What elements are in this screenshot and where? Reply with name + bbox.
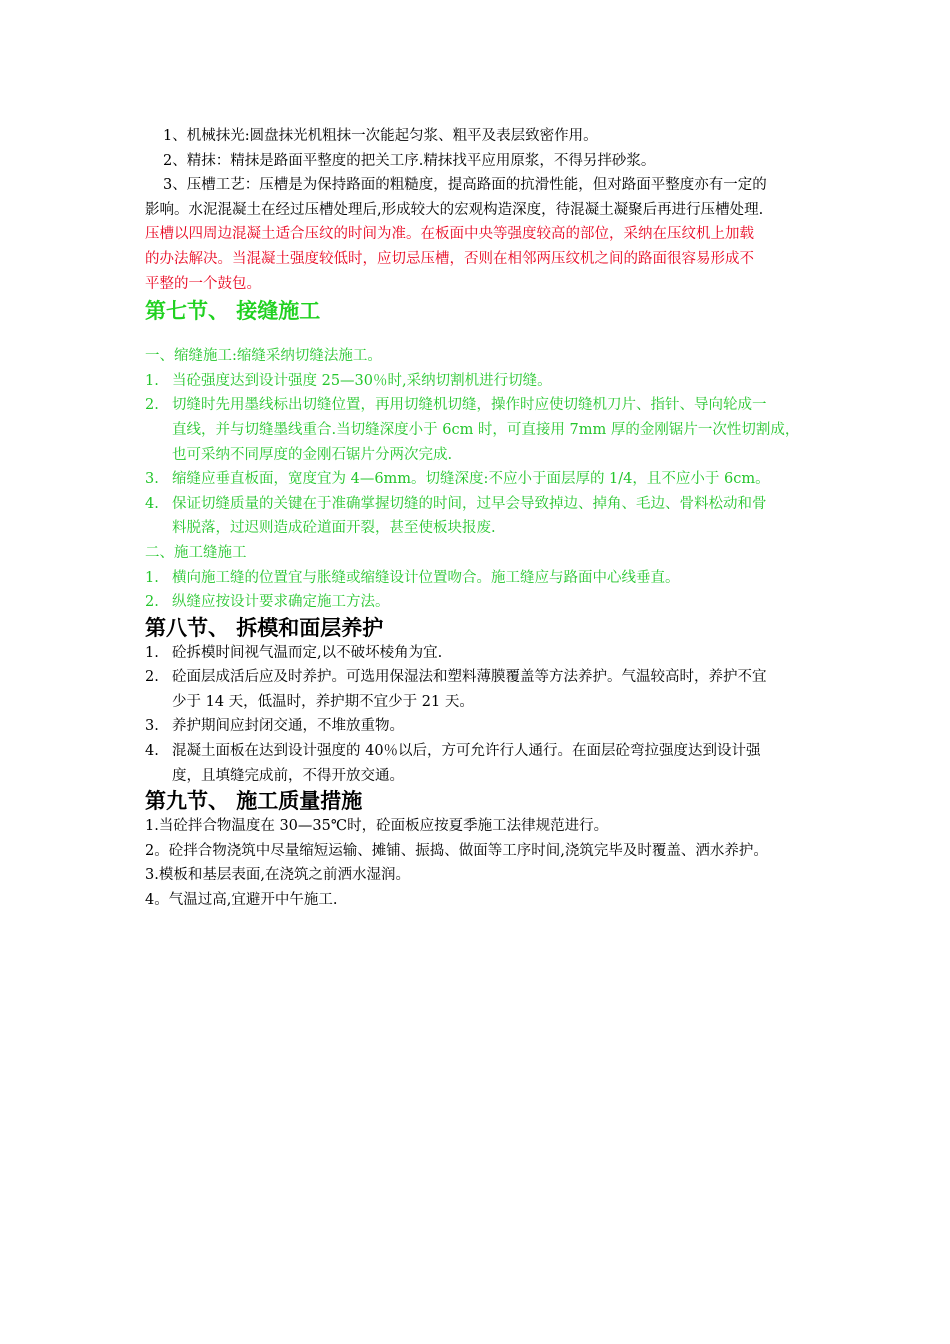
list-number: 1.: [145, 569, 159, 586]
list-text: 缩缝应垂直板面，宽度宜为 4—6mm。切缝深度:不应小于面层厚的 1/4，且不应小于 6cm。: [172, 471, 770, 488]
list-text: 也可采纳不同厚度的金刚石锯片分两次完成.: [172, 446, 453, 463]
list-number: 3.: [145, 718, 159, 735]
list-item: [145, 590, 870, 615]
list-number: 2.: [145, 669, 159, 686]
section9-lines: [145, 814, 870, 912]
list-number: 2.: [145, 594, 159, 611]
list-item: [145, 641, 870, 666]
list-item: [145, 665, 870, 714]
section8-list: [145, 641, 870, 789]
list-text: 混凝土面板在达到设计强度的 40％以后，方可允许行人通行。在面层砼弯拉强度达到设计强: [172, 743, 761, 760]
list-item: [145, 492, 870, 541]
list-text: 横向施工缝的位置宜与胀缝或缩缝设计位置吻合。施工缝应与路面中心线垂直。: [172, 569, 680, 586]
list-text: 直线，并与切缝墨线重合.当切缝深度小于 6cm 时，可直接用 7mm 厚的金刚锯片一次性切割成，: [172, 421, 800, 438]
groove-red-line-1: 压槽以四周边混凝土适合压纹的时间为准。在板面中央等强度较高的部位，采纳在压纹机上加载: [145, 226, 754, 243]
list-item: [145, 566, 870, 591]
list-text: 少于 14 天，低温时，养护期不宜少于 21 天。: [172, 693, 474, 710]
section9-line-2: 2。砼拌合物浇筑中尽量缩短运输、摊铺、振捣、做面等工序时间,浇筑完毕及时覆盖、洒水养护。: [145, 842, 768, 859]
list-number: 1.: [145, 372, 159, 389]
list-number: 4.: [145, 495, 159, 512]
section7-list-2: [145, 566, 870, 615]
list-item: [145, 714, 870, 739]
list-item: [145, 369, 870, 394]
groove-red-line-2: 的办法解决。当混凝土强度较低时，应切忌压槽，否则在相邻两压纹机之间的路面很容易形成不: [145, 250, 754, 267]
section7-title: 第七节、 接缝施工: [145, 299, 321, 324]
section7-subheading-1: 一、缩缝施工:缩缝采纳切缝法施工。: [145, 348, 382, 365]
list-text: 度，且填缝完成前，不得开放交通。: [172, 767, 404, 784]
list-text: 纵缝应按设计要求确定施工方法。: [172, 594, 390, 611]
section9-line-4: 4。气温过高,宜避开中午施工.: [145, 892, 338, 909]
list-number: 3.: [145, 471, 159, 488]
section9-line-3: 3.模板和基层表面,在浇筑之前洒水湿润。: [145, 867, 410, 884]
list-text: 砼面层成活后应及时养护。可选用保湿法和塑料薄膜覆盖等方法养护。气温较高时，养护不宜: [172, 669, 767, 686]
list-text: 料脱落，过迟则造成砼道面开裂，甚至使板块报废.: [172, 520, 496, 537]
document-content: [145, 124, 870, 913]
intro-paragraph-2: 2、精抹：精抹是路面平整度的把关工序.精抹找平应用原浆，不得另拌砂浆。: [163, 152, 656, 169]
list-number: 1.: [145, 644, 159, 661]
list-number: 2.: [145, 397, 159, 414]
groove-red-line-3: 平整的一个鼓包。: [145, 275, 261, 292]
list-item: [145, 739, 870, 788]
spacer: [145, 326, 870, 344]
section7-list-1: [145, 369, 870, 541]
section9-line-1: 1.当砼拌合物温度在 30—35℃时，砼面板应按夏季施工法律规范进行。: [145, 818, 609, 835]
groove-paragraph: [145, 173, 870, 296]
section8-title: 第八节、 拆模和面层养护: [145, 615, 384, 640]
section9-title: 第九节、 施工质量措施: [145, 789, 363, 814]
list-text: 保证切缝质量的关键在于准确掌握切缝的时间，过早会导致掉边、掉角、毛边、骨料松动和骨: [172, 495, 767, 512]
list-text: 当砼强度达到设计强度 25—30％时,采纳切割机进行切缝。: [172, 372, 552, 389]
section7-subheading-2: 二、施工缝施工: [145, 544, 247, 561]
list-item: [145, 393, 870, 467]
list-text: 砼拆模时间视气温而定,以不破坏棱角为宜.: [172, 644, 443, 661]
list-text: 养护期间应封闭交通，不堆放重物。: [172, 718, 404, 735]
list-number: 4.: [145, 743, 159, 760]
groove-line-1: 3、压槽工艺：压槽是为保持路面的粗糙度，提高路面的抗滑性能，但对路面平整度亦有一定的: [163, 177, 767, 194]
list-item: [145, 467, 870, 492]
list-text: 切缝时先用墨线标出切缝位置，再用切缝机切缝，操作时应使切缝机刀片、指针、导向轮成一: [172, 397, 767, 414]
groove-line-2: 影响。水泥混凝土在经过压槽处理后,形成较大的宏观构造深度，待混凝土凝聚后再进行压槽处理.: [145, 201, 764, 218]
intro-paragraph-1: 1、机械抹光:圆盘抹光机粗抹一次能起匀浆、粗平及表层致密作用。: [163, 128, 598, 144]
